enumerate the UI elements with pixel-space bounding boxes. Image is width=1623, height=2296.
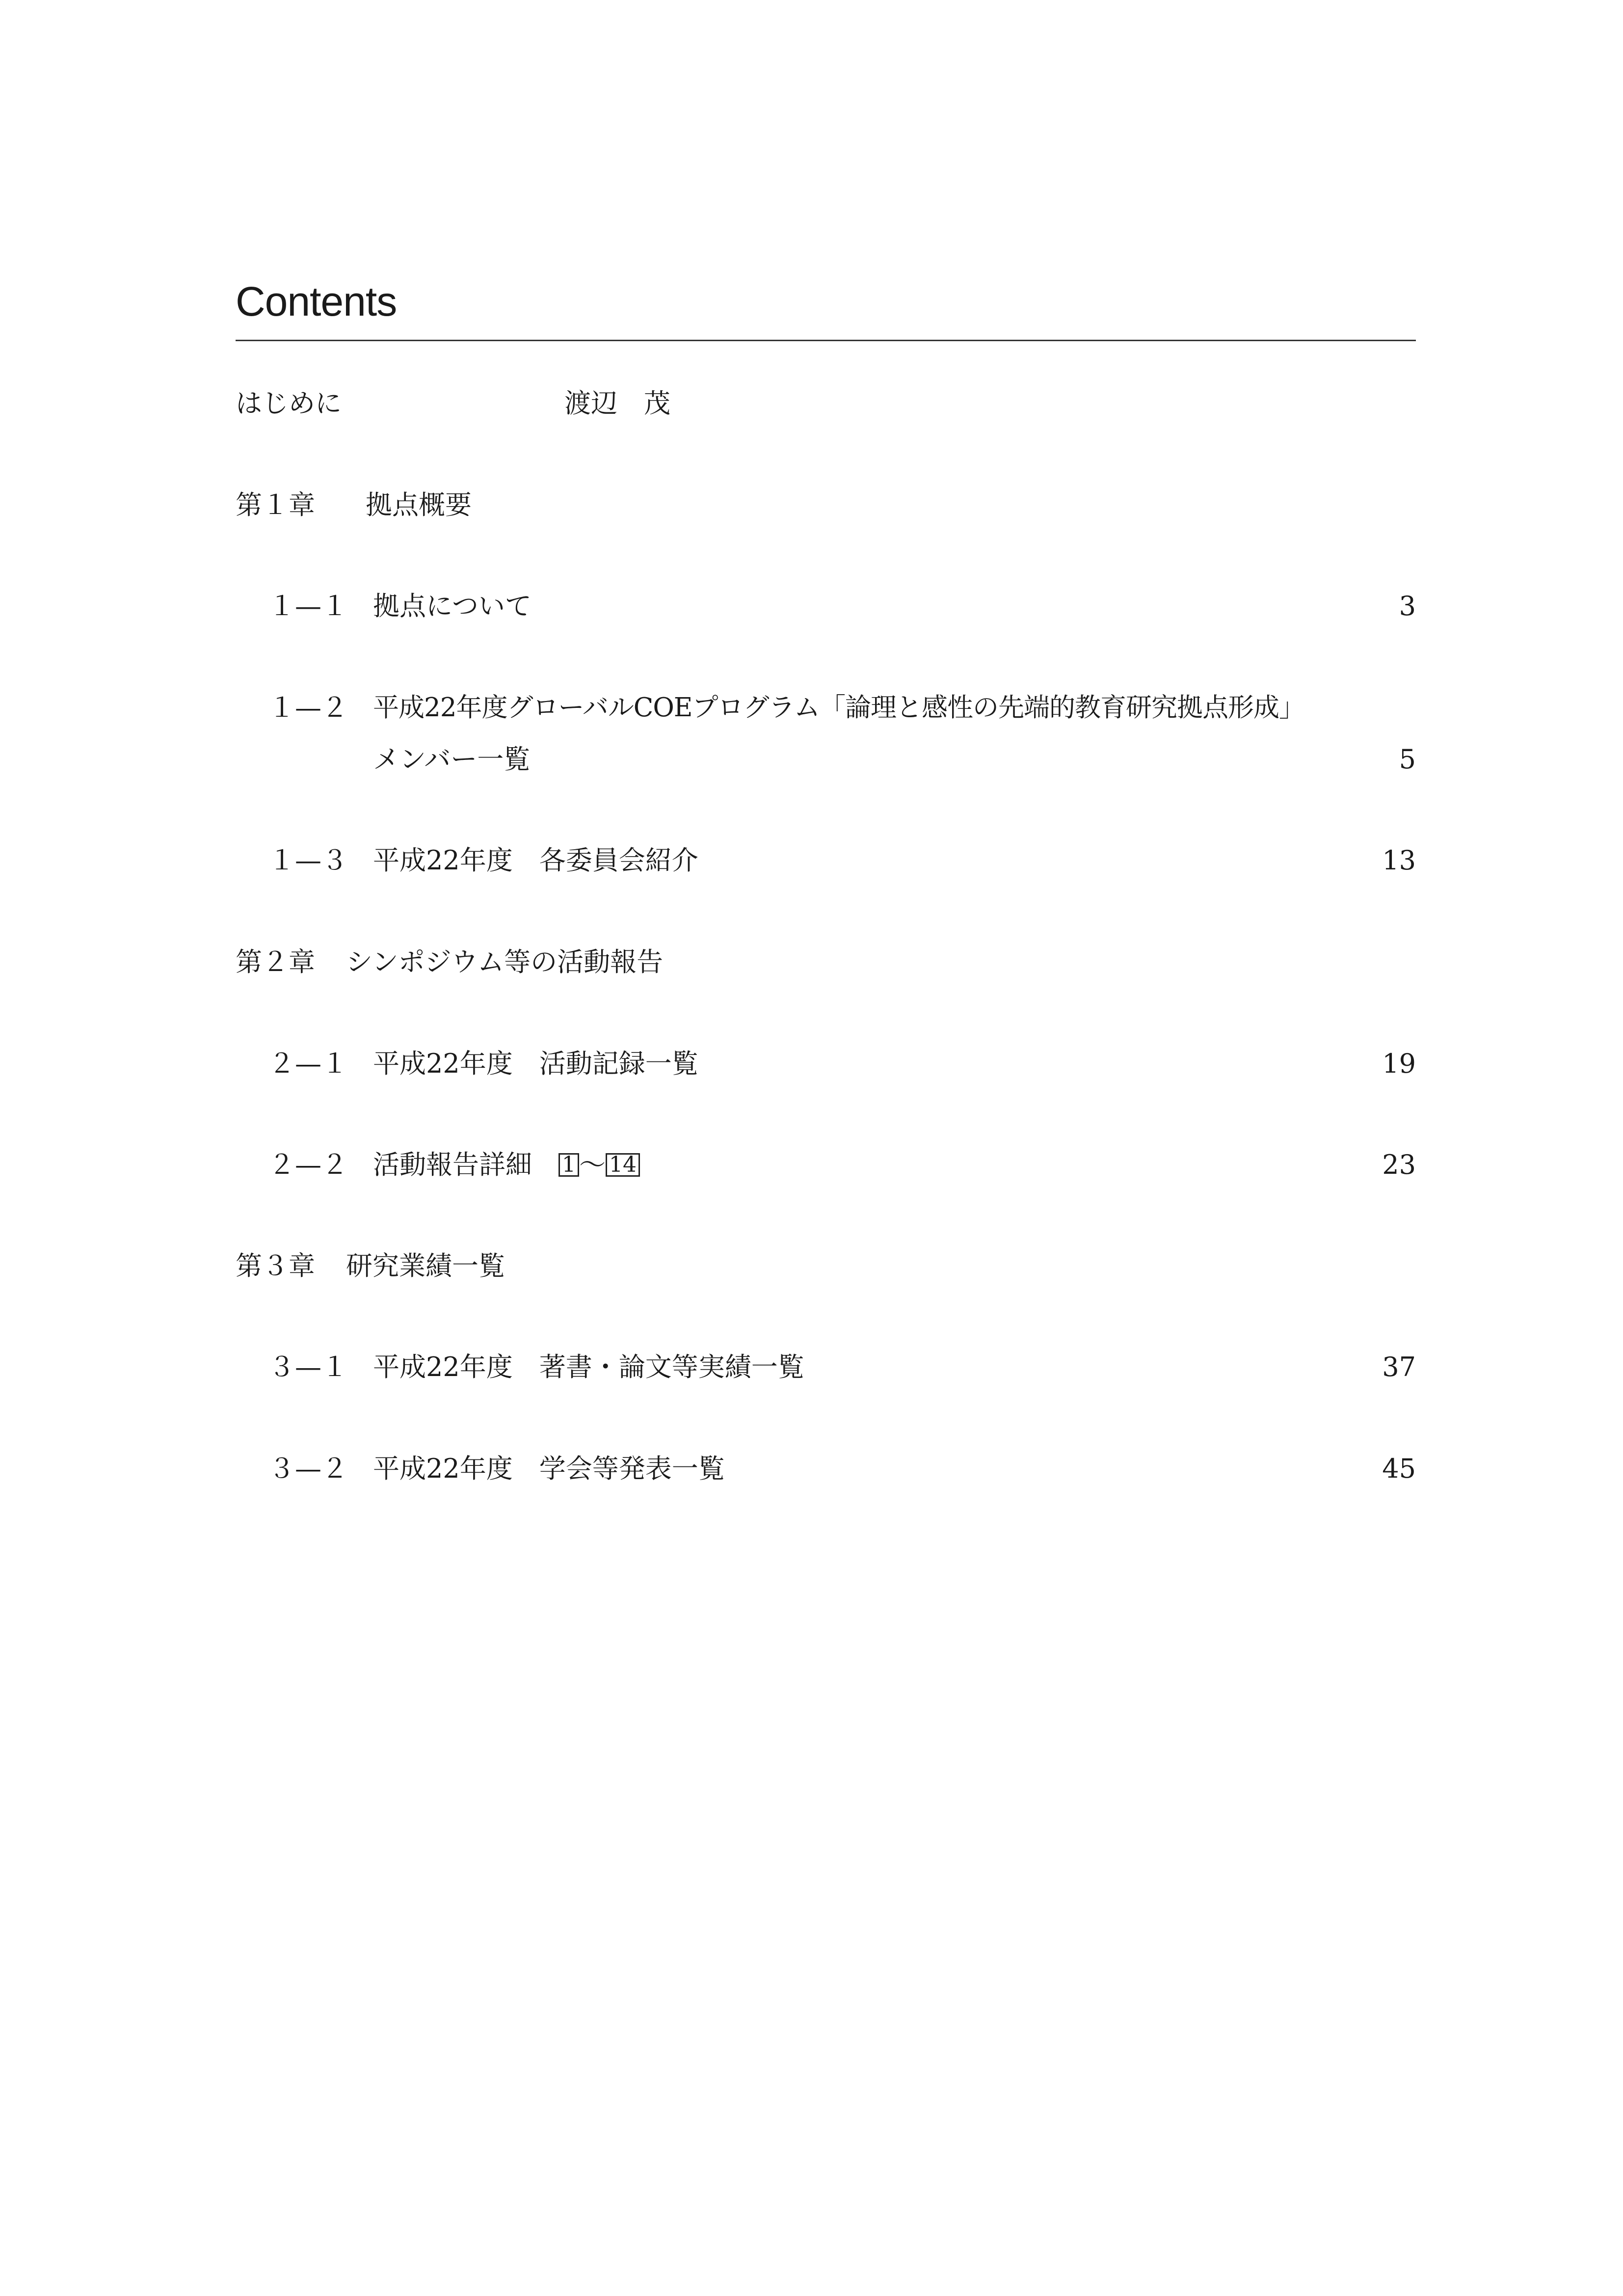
page-title: Contents (236, 278, 397, 324)
chapter-title: 研究業績一覧 (346, 1250, 505, 1281)
page-number: 23 (1382, 1149, 1416, 1180)
page-number: 19 (1382, 1048, 1416, 1079)
section-title: 拠点について (373, 591, 532, 621)
section-title: 平成22年度 各委員会紹介 (373, 845, 698, 876)
title-underline (236, 340, 1416, 341)
page-number: 13 (1382, 845, 1416, 876)
section-number: １—３ (268, 845, 348, 876)
chapter-title: 拠点概要 (366, 489, 472, 520)
boxed-number-end: 14 (606, 1153, 640, 1177)
section-number: ３—１ (268, 1351, 348, 1382)
boxed-number-start: 1 (559, 1153, 579, 1177)
section-title: 平成22年度グローバルCOEプログラム「論理と感性の先端的教育研究拠点形成」 (373, 693, 1304, 723)
section-title-group (373, 1149, 640, 1180)
chapter-label: 第３章 (236, 1250, 315, 1281)
chapter-title: シンポジウム等の活動報告 (346, 946, 664, 977)
page-number: 37 (1382, 1351, 1416, 1382)
range-separator: 〜 (579, 1149, 606, 1180)
section-title: 平成22年度 活動記録一覧 (373, 1048, 698, 1079)
chapter-label: 第１章 (236, 489, 315, 520)
section-number: ３—２ (268, 1453, 348, 1484)
section-title: 活動報告詳細 (373, 1149, 532, 1180)
page-number: 3 (1399, 591, 1416, 621)
section-title-line2: メンバー一覧 (373, 744, 531, 775)
section-number: ２—２ (268, 1149, 348, 1180)
section-number: ２—１ (268, 1048, 348, 1079)
section-number: １—２ (268, 692, 348, 723)
intro-label: はじめに (236, 388, 342, 419)
section-title: 平成22年度 学会等発表一覧 (373, 1453, 725, 1484)
chapter-label: 第２章 (236, 946, 315, 977)
intro-author: 渡辺 茂 (564, 388, 670, 419)
page-number: 45 (1382, 1453, 1416, 1484)
section-number: １—１ (268, 591, 348, 621)
page-number: 5 (1399, 744, 1416, 775)
section-title: 平成22年度 著書・論文等実績一覧 (373, 1351, 804, 1382)
